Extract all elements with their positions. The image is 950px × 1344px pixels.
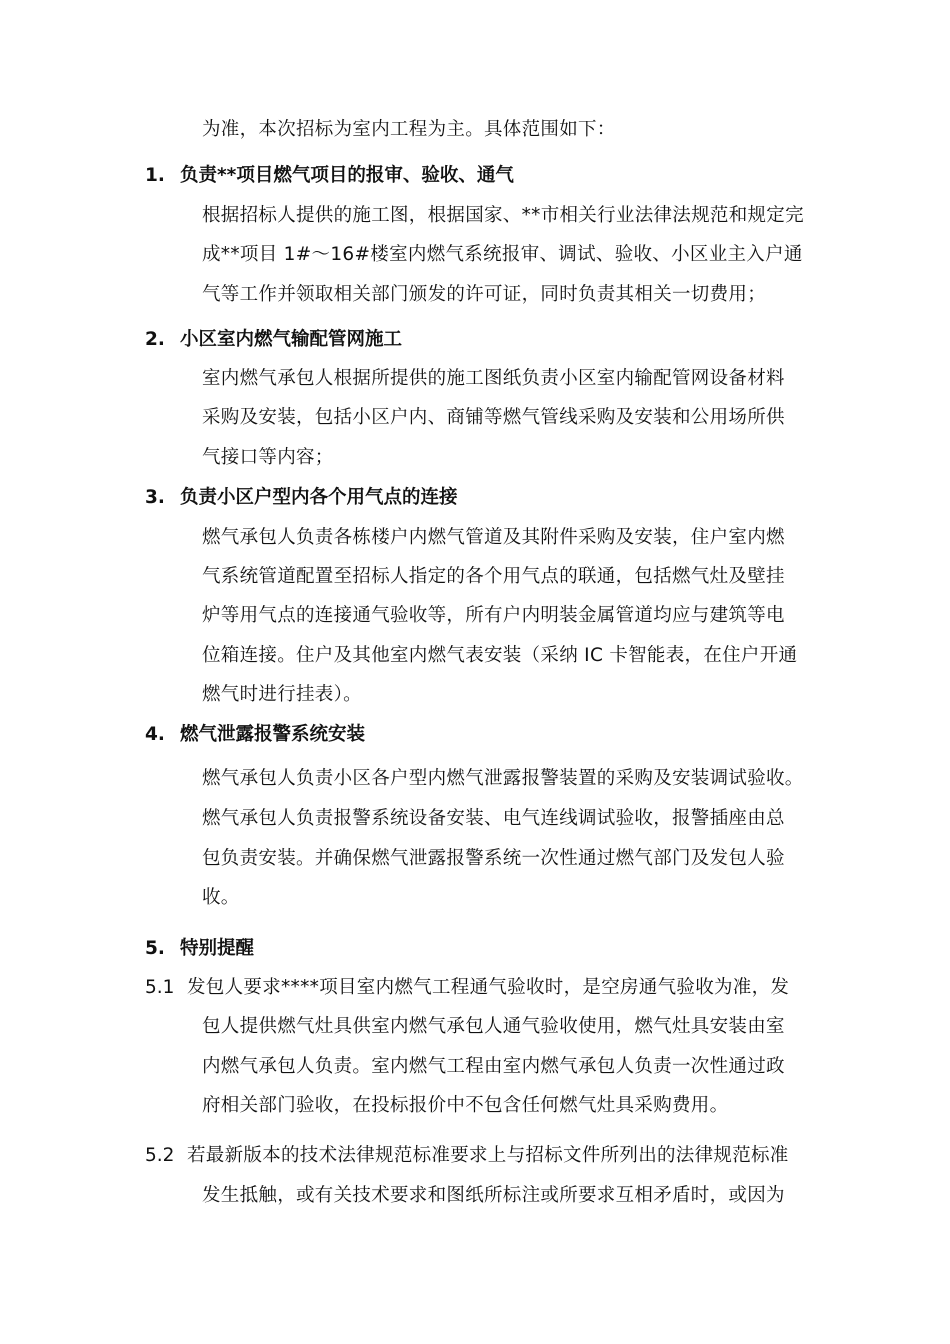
subsection-number: 5.1 bbox=[145, 977, 175, 998]
paragraph-line: 燃气时进行挂表）。 bbox=[202, 684, 362, 705]
paragraph-line: 包负责安装。并确保燃气泄露报警系统一次性通过燃气部门及发包人验 bbox=[202, 848, 785, 869]
paragraph-line: 气等工作并领取相关部门颁发的许可证，同时负责其相关一切费用； bbox=[202, 284, 767, 305]
paragraph-line: 内燃气承包人负责。室内燃气工程由室内燃气承包人负责一次性通过政 bbox=[202, 1056, 785, 1077]
intro-line: 为准，本次招标为室内工程为主。具体范围如下： bbox=[202, 119, 616, 140]
subsection-first-line: 若最新版本的技术法律规范标准要求上与招标文件所列出的法律规范标准 bbox=[187, 1145, 789, 1166]
paragraph-line: 采购及安装，包括小区户内、商铺等燃气管线采购及安装和公用场所供 bbox=[202, 407, 785, 428]
paragraph-line: 发生抵触，或有关技术要求和图纸所标注或所要求互相矛盾时，或因为 bbox=[202, 1185, 785, 1206]
section-heading: 特别提醒 bbox=[180, 938, 255, 959]
section-heading: 负责小区户型内各个用气点的连接 bbox=[180, 487, 458, 508]
paragraph-line: 气系统管道配置至招标人指定的各个用气点的联通，包括燃气灶及壁挂 bbox=[202, 566, 785, 587]
paragraph-line: 气接口等内容； bbox=[202, 447, 334, 468]
paragraph-line: 炉等用气点的连接通气验收等，所有户内明装金属管道均应与建筑等电 bbox=[202, 605, 785, 626]
paragraph-line: 府相关部门验收，在投标报价中不包含任何燃气灶具采购费用。 bbox=[202, 1095, 729, 1116]
section-number: 3. bbox=[145, 487, 165, 508]
paragraph-line: 室内燃气承包人根据所提供的施工图纸负责小区室内输配管网设备材料 bbox=[202, 368, 785, 389]
section-number: 1. bbox=[145, 165, 165, 186]
section-number: 4. bbox=[145, 724, 165, 745]
paragraph-line: 根据招标人提供的施工图，根据国家、**市相关行业法律法规范和规定完 bbox=[202, 205, 804, 226]
paragraph-line: 位箱连接。住户及其他室内燃气表安装（采纳 IC 卡智能表，在住户开通 bbox=[202, 645, 798, 666]
section-heading: 负责**项目燃气项目的报审、验收、通气 bbox=[180, 165, 514, 186]
paragraph-line: 收。 bbox=[202, 887, 240, 908]
section-number: 2. bbox=[145, 329, 165, 350]
subsection-first-line: 发包人要求****项目室内燃气工程通气验收时，是空房通气验收为准，发 bbox=[187, 977, 790, 998]
paragraph-line: 燃气承包人负责报警系统设备安装、电气连线调试验收，报警插座由总 bbox=[202, 808, 785, 829]
subsection-number: 5.2 bbox=[145, 1145, 175, 1166]
section-number: 5. bbox=[145, 938, 165, 959]
paragraph-line: 燃气承包人负责小区各户型内燃气泄露报警装置的采购及安装调试验收。 bbox=[202, 768, 804, 789]
paragraph-line: 包人提供燃气灶具供室内燃气承包人通气验收使用，燃气灶具安装由室 bbox=[202, 1016, 785, 1037]
paragraph-line: 燃气承包人负责各栋楼户内燃气管道及其附件采购及安装，住户室内燃 bbox=[202, 527, 785, 548]
section-heading: 燃气泄露报警系统安装 bbox=[180, 724, 366, 745]
section-heading: 小区室内燃气输配管网施工 bbox=[180, 329, 403, 350]
paragraph-line: 成**项目 1#～16#楼室内燃气系统报审、调试、验收、小区业主入户通 bbox=[202, 244, 803, 265]
